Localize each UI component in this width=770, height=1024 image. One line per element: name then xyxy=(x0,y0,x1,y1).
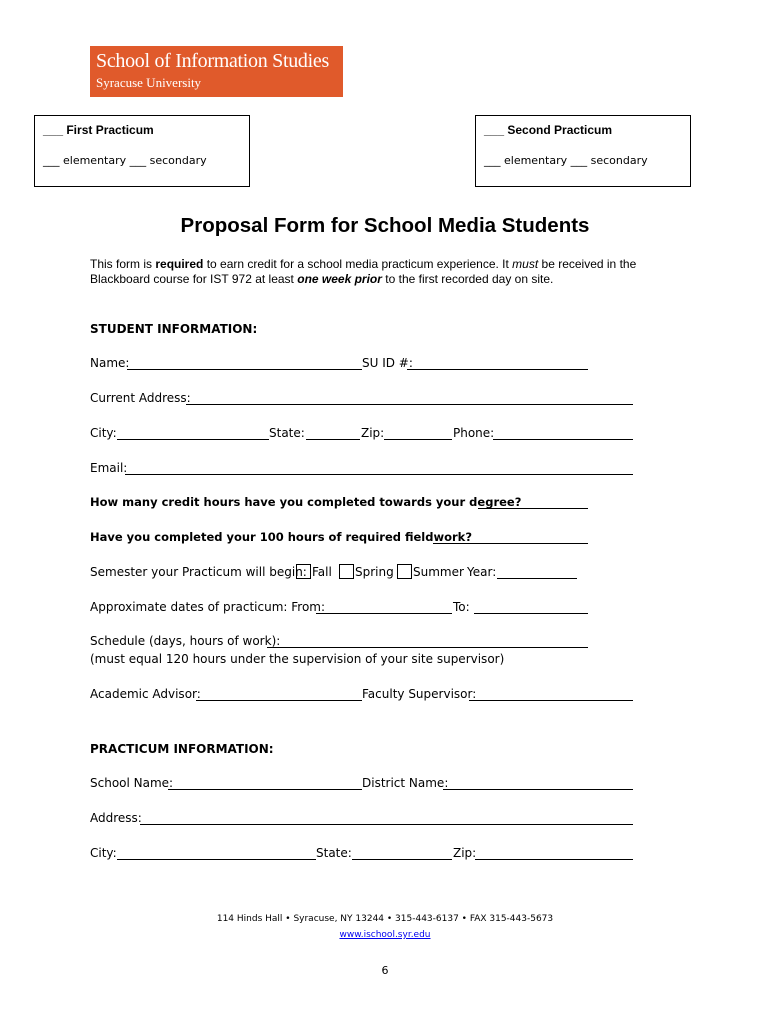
dates-from-field[interactable] xyxy=(316,613,452,614)
intro-text-3: be received in the Blackboard course for IST 972 at least xyxy=(90,257,637,286)
schedule-label: Schedule (days, hours of work): xyxy=(90,634,281,648)
suid-label: SU ID #: xyxy=(362,356,413,370)
intro-text-1: This form is xyxy=(90,257,156,271)
phone-label: Phone: xyxy=(453,426,495,440)
fall-checkbox[interactable] xyxy=(296,564,311,579)
second-practicum-label: ___ Second Practicum xyxy=(484,123,613,137)
school-name-label: School Name: xyxy=(90,776,174,790)
intro-must: must xyxy=(512,257,539,271)
logo-university-name: Syracuse University xyxy=(96,75,202,90)
faculty-supervisor-field[interactable] xyxy=(469,700,633,701)
fall-label: Fall xyxy=(312,565,332,579)
name-label: Name: xyxy=(90,356,130,370)
district-name-field[interactable] xyxy=(443,789,633,790)
zip-field[interactable] xyxy=(384,439,452,440)
district-name-label: District Name: xyxy=(362,776,449,790)
student-info-heading: STUDENT INFORMATION: xyxy=(90,322,258,336)
phone-field[interactable] xyxy=(493,439,633,440)
first-practicum-label: ___ First Practicum xyxy=(43,123,154,137)
practicum-address-field[interactable] xyxy=(140,824,633,825)
practicum-state-label: State: xyxy=(316,846,352,860)
footer-address: 114 Hinds Hall • Syracuse, NY 13244 • 315-443-6137 • FAX 315-443-5673 xyxy=(216,914,554,924)
spring-label: Spring xyxy=(355,565,394,579)
spring-checkbox[interactable] xyxy=(339,564,354,579)
summer-checkbox[interactable] xyxy=(397,564,412,579)
credit-hours-field[interactable] xyxy=(478,508,588,509)
intro-one-week: one week prior xyxy=(297,272,382,286)
second-practicum-box xyxy=(475,115,691,187)
name-field[interactable] xyxy=(127,369,362,370)
school-name-field[interactable] xyxy=(168,789,362,790)
practicum-zip-label: Zip: xyxy=(453,846,477,860)
practicum-zip-field[interactable] xyxy=(475,859,633,860)
year-field[interactable] xyxy=(497,578,577,579)
practicum-info-heading: PRACTICUM INFORMATION: xyxy=(90,742,274,756)
state-label: State: xyxy=(269,426,305,440)
academic-advisor-label: Academic Advisor: xyxy=(90,687,201,701)
school-logo xyxy=(90,46,343,97)
address-label: Current Address: xyxy=(90,391,191,405)
state-field[interactable] xyxy=(306,439,360,440)
dates-to-label: To: xyxy=(453,600,470,614)
practicum-address-label: Address: xyxy=(90,811,142,825)
intro-text-4: to the first recorded day on site. xyxy=(381,272,554,286)
email-label: Email: xyxy=(90,461,128,475)
fieldwork-field[interactable] xyxy=(433,543,588,544)
practicum-state-field[interactable] xyxy=(352,859,452,860)
summer-label: Summer xyxy=(413,565,464,579)
faculty-supervisor-label: Faculty Supervisor: xyxy=(362,687,477,701)
semester-label: Semester your Practicum will begin: xyxy=(90,565,307,579)
intro-required: required xyxy=(155,257,204,271)
year-label: Year: xyxy=(467,565,497,579)
schedule-note: (must equal 120 hours under the supervision of your site supervisor) xyxy=(90,652,505,666)
second-practicum-options: ___ elementary ___ secondary xyxy=(484,154,648,167)
dates-to-field[interactable] xyxy=(474,613,588,614)
fieldwork-question: Have you completed your 100 hours of required fieldwork? xyxy=(90,530,472,544)
logo-school-name: School of Information Studies xyxy=(96,50,329,72)
practicum-city-field[interactable] xyxy=(117,859,316,860)
schedule-field[interactable] xyxy=(267,647,588,648)
first-practicum-options: ___ elementary ___ secondary xyxy=(43,154,207,167)
page-number: 6 xyxy=(381,964,389,977)
credit-hours-question: How many credit hours have you completed towards your degree? xyxy=(90,495,522,509)
first-practicum-box xyxy=(34,115,250,187)
email-field[interactable] xyxy=(125,474,633,475)
address-field[interactable] xyxy=(186,404,633,405)
city-field[interactable] xyxy=(117,439,269,440)
practicum-city-label: City: xyxy=(90,846,117,860)
academic-advisor-field[interactable] xyxy=(196,700,362,701)
footer-website-link[interactable]: www.ischool.syr.edu xyxy=(339,930,431,940)
city-label: City: xyxy=(90,426,117,440)
suid-field[interactable] xyxy=(407,369,588,370)
intro-text-2: to earn credit for a school media practicum experience. It xyxy=(203,257,513,271)
footer-link-wrap xyxy=(0,930,770,940)
page-title: Proposal Form for School Media Students xyxy=(180,214,590,237)
dates-from-label: Approximate dates of practicum: From: xyxy=(90,600,326,614)
intro-paragraph xyxy=(90,257,690,287)
zip-label: Zip: xyxy=(361,426,385,440)
